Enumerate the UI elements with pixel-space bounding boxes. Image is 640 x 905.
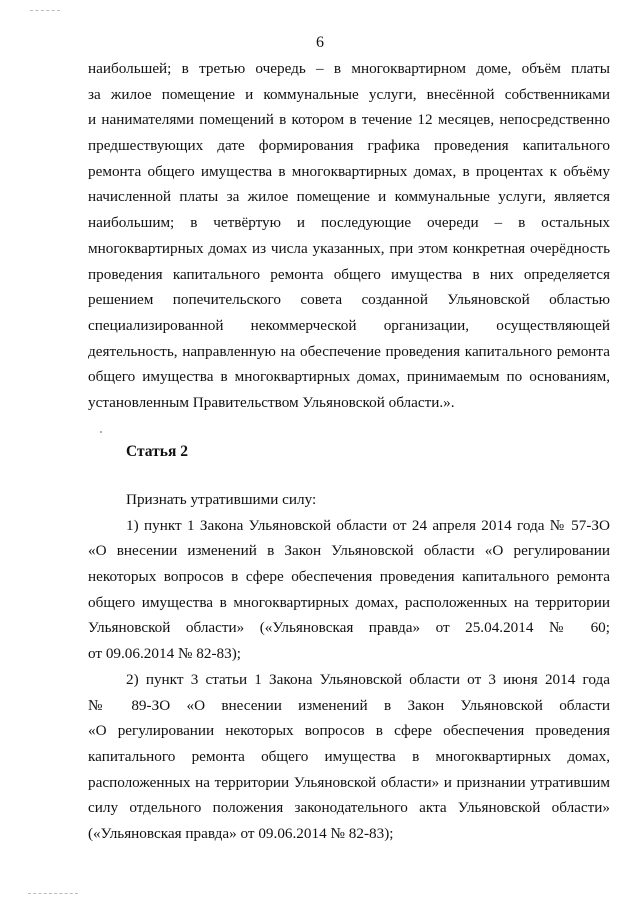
scan-speck xyxy=(100,431,102,433)
text-line: ремонта общего имущества в многоквартирных домах, в процентах к объёму xyxy=(88,162,610,180)
text-line: общего имущества в многоквартирных домах, принимаемым по основаниям, xyxy=(88,368,610,386)
text-line: установленным Правительством Ульяновской области.». xyxy=(88,393,455,411)
text-line: многоквартирных домах из числа указанных, при этом конкретная очерёдность xyxy=(88,239,610,257)
text-line: деятельность, направленную на обеспечение проведения капитального ремонта xyxy=(88,342,610,360)
text-line: расположенных на территории Ульяновской области» и признании утратившим xyxy=(88,773,610,791)
text-line: «О регулировании некоторых вопросов в сфере обеспечения проведения xyxy=(88,722,610,740)
text-line: от 09.06.2014 № 82-83); xyxy=(88,645,241,663)
text-line: № 89-ЗО «О внесении изменений в Закон Ульяновской области xyxy=(88,696,610,714)
paragraph-continuation xyxy=(88,56,610,416)
text-line: Ульяновской области» («Ульяновская правда» от 25.04.2014 № 60; xyxy=(88,619,610,637)
text-line: проведения капитального ремонта общего имущества в них определяется xyxy=(88,265,610,283)
text-line: («Ульяновская правда» от 09.06.2014 № 82-83); xyxy=(88,824,394,842)
text-line: наибольшим; в четвёртую и последующие очереди – в остальных xyxy=(88,214,610,232)
text-line: 2) пункт 3 статьи 1 Закона Ульяновской области от 3 июня 2014 года xyxy=(126,670,610,688)
text-line: силу отдельного положения законодательного акта Ульяновской области» xyxy=(88,799,610,817)
article-heading: Статья 2 xyxy=(126,443,188,460)
text-line: Признать утратившими силу: xyxy=(126,491,317,508)
scan-edge-mark xyxy=(28,893,78,895)
text-line: и нанимателями помещений в котором в течение 12 месяцев, непосредственно xyxy=(88,111,610,129)
text-line: 1) пункт 1 Закона Ульяновской области от 24 апреля 2014 года № 57-ЗО xyxy=(126,516,610,534)
article-2-body xyxy=(88,487,610,847)
text-line: капитального ремонта общего имущества в многоквартирных домах, xyxy=(88,747,610,765)
text-line: за жилое помещение и коммунальные услуги, внесённой собственниками xyxy=(88,85,610,103)
text-line: специализированной некоммерческой организации, осуществляющей xyxy=(88,316,610,334)
page-number: 6 xyxy=(316,34,324,51)
text-line: наибольшей; в третью очередь – в многоквартирном доме, объём платы xyxy=(88,60,610,77)
scan-edge-mark xyxy=(30,10,60,12)
text-line: общего имущества в многоквартирных домах, расположенных на территории xyxy=(88,593,610,611)
text-line: некоторых вопросов в сфере обеспечения проведения капитального ремонта xyxy=(88,568,610,586)
text-line: «О внесении изменений в Закон Ульяновской области «О регулировании xyxy=(88,542,610,560)
text-line: решением попечительского совета созданной Ульяновской областью xyxy=(88,291,610,309)
text-line: предшествующих дате формирования графика проведения капитального xyxy=(88,137,610,155)
text-line: начисленной платы за жилое помещение и коммунальные услуги, является xyxy=(88,188,610,206)
